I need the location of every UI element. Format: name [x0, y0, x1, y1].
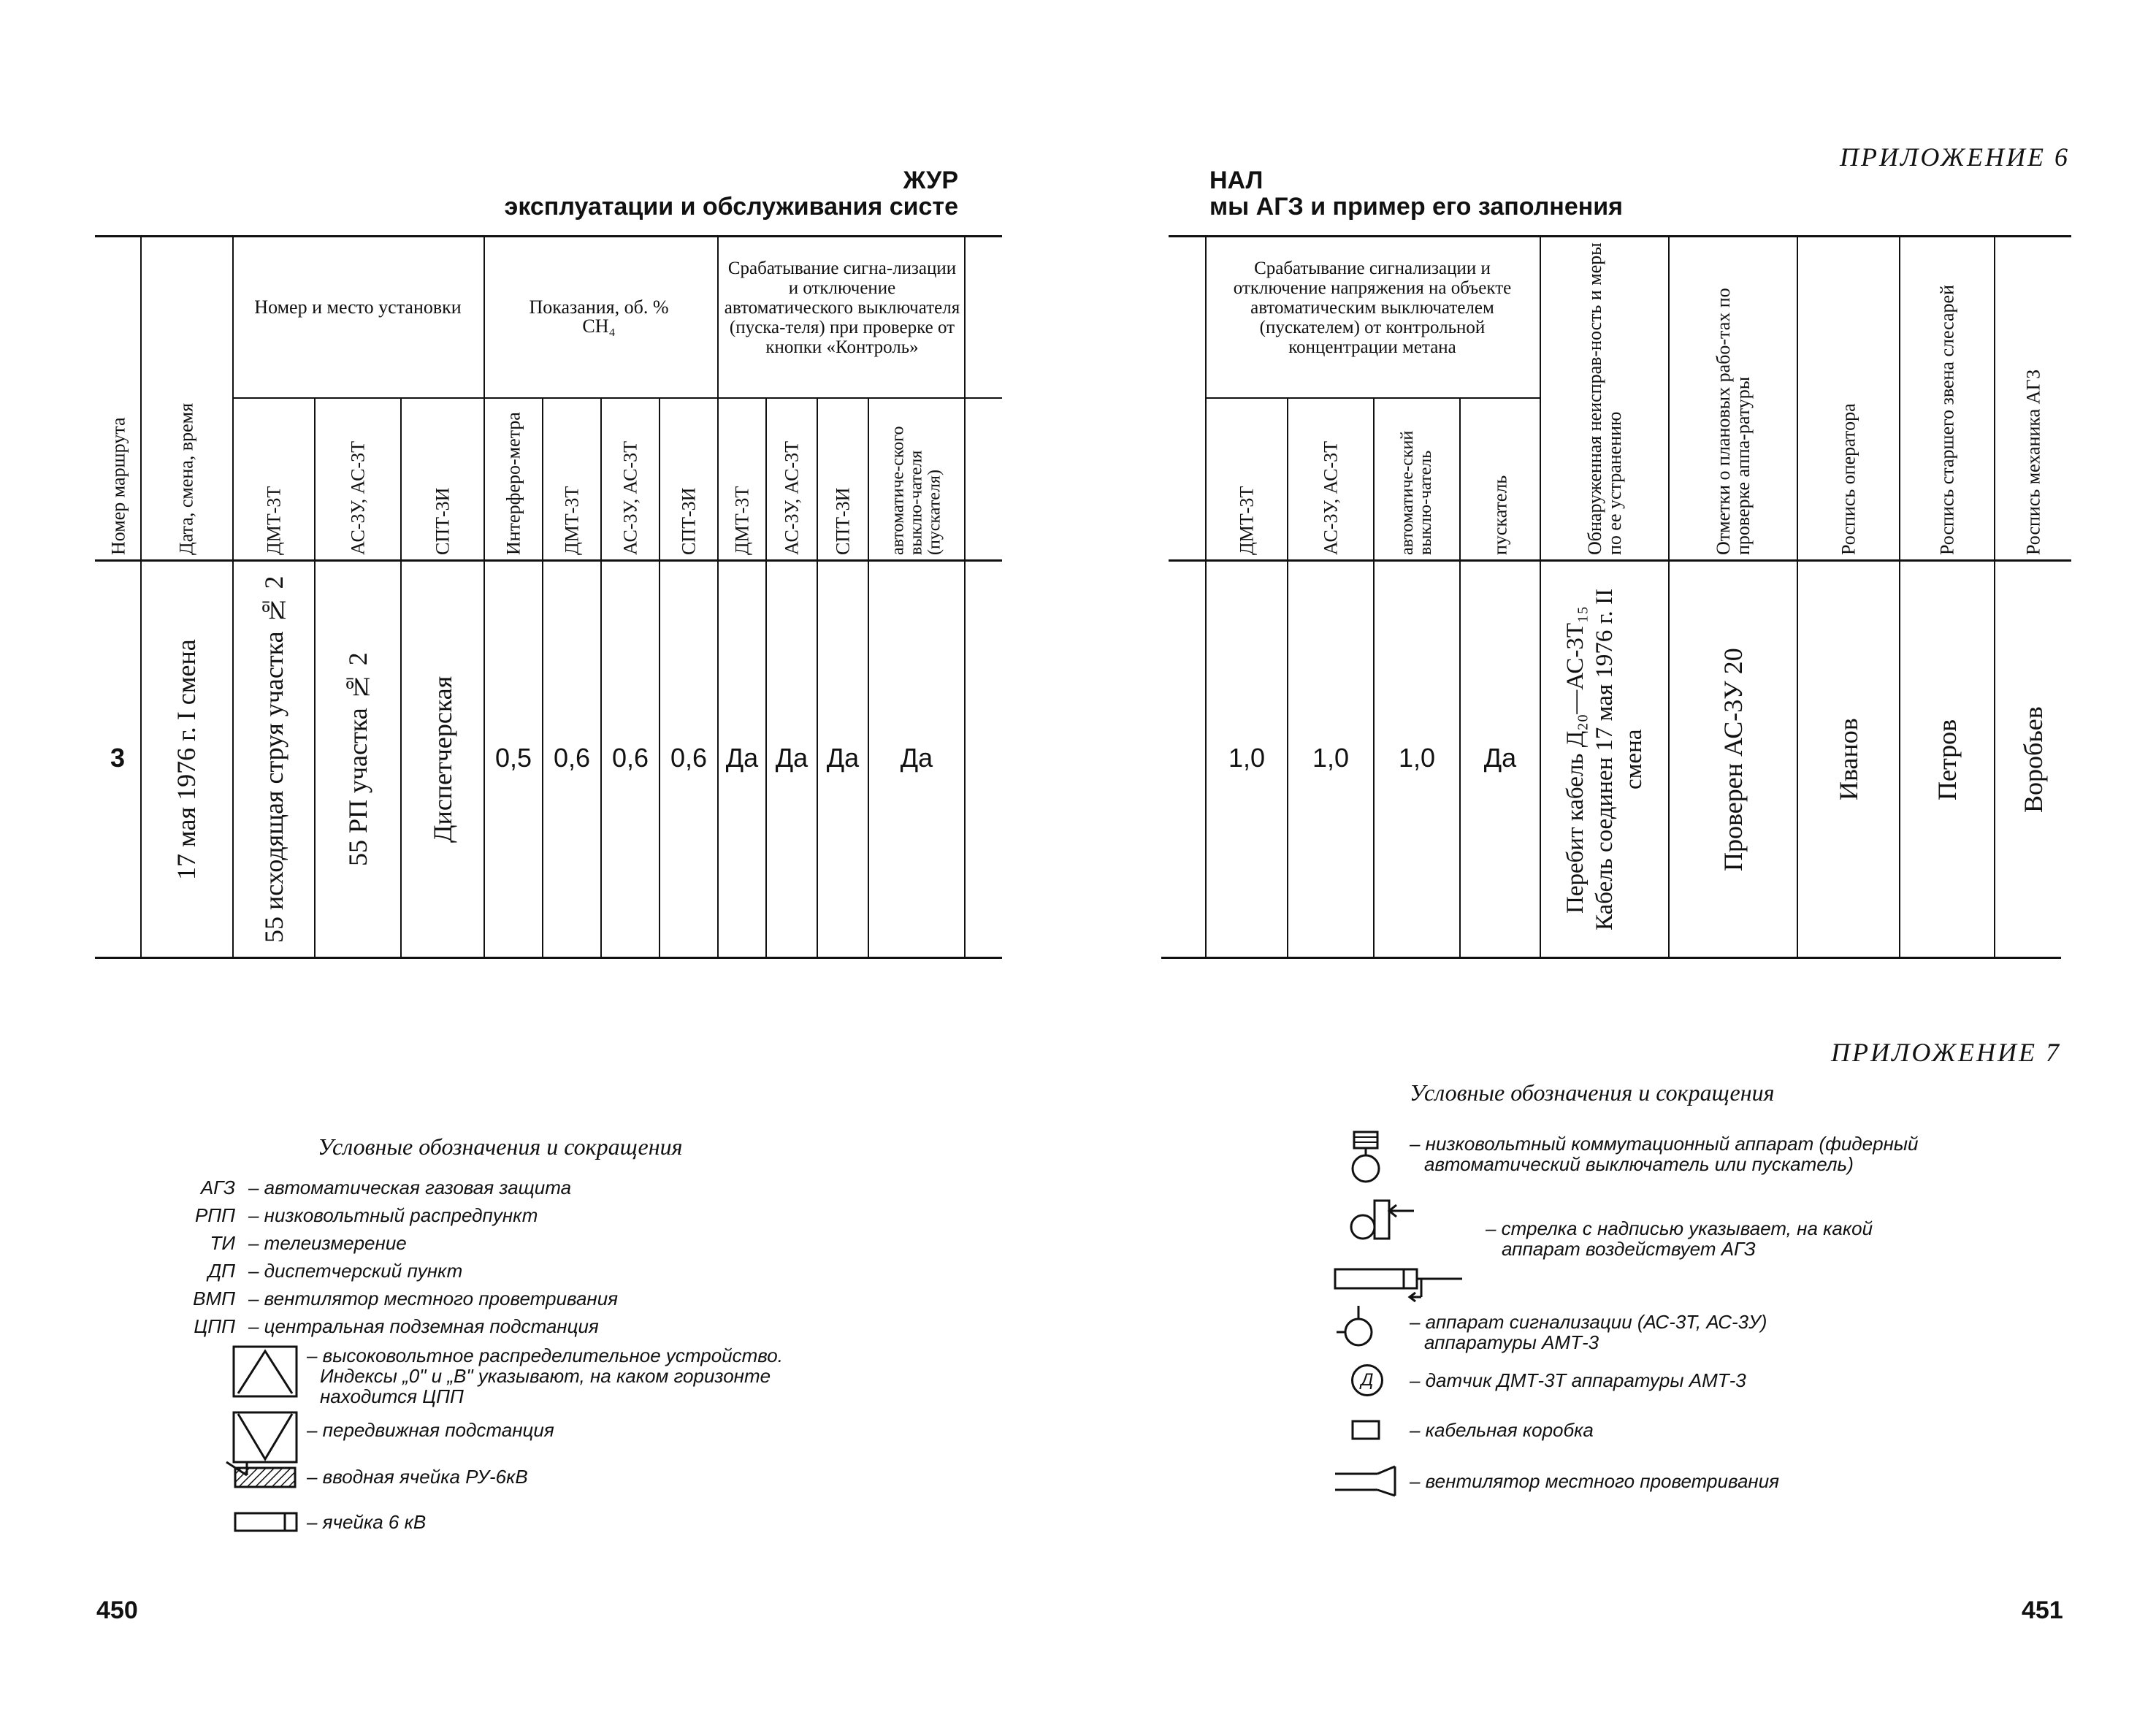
input-cell-text: – вводная ячейка РУ-6кВ	[307, 1466, 528, 1488]
th-sig-senior: Роспись старшего звена слесарей	[1936, 284, 1958, 555]
th-r-trip-as: АС-3У, АС-3Т	[1320, 440, 1342, 555]
page-number-right: 451	[2022, 1596, 2063, 1624]
th-trip-spt: СПТ-3И	[832, 487, 854, 555]
agz-arrow-switch-symbol-icon	[1350, 1196, 1415, 1242]
legend-right-title: Условные обозначения и сокращения	[1410, 1079, 1775, 1106]
td-read-interferometer: 0,5	[494, 743, 532, 773]
th-install-dmt: ДМТ-3Т	[263, 486, 285, 555]
th-sig-mechanic: Роспись механика АГЗ	[2022, 369, 2044, 555]
td-read-as: 0,6	[611, 743, 649, 773]
th-trip-group-left: Срабатывание сигна-лизации и отключение автоматического выключателя (пуска-теля) при проверке от кнопки «Контроль»	[724, 259, 960, 357]
cable-box-text: – кабельная коробка	[1410, 1419, 1594, 1441]
th-readings-group: Показания, об. % СН₄	[529, 297, 669, 337]
th-read-dmt: ДМТ-3Т	[561, 486, 583, 555]
td-r-trip-starter: Да	[1483, 743, 1517, 773]
hv-switchgear-symbol-icon	[232, 1345, 298, 1398]
hv-switchgear-text-1: – высоковольтное распределительное устройство.	[307, 1345, 783, 1366]
lv-switch-text-1: – низковольтный коммутационный аппарат (фидерный	[1410, 1133, 1919, 1155]
fan-text: – вентилятор местного проветривания	[1410, 1470, 1780, 1492]
journal-title-left: ЖУР	[903, 167, 958, 194]
td-r-trip-dmt: 1,0	[1228, 743, 1266, 773]
abbr-text: – диспетчерский пункт	[248, 1260, 463, 1282]
td-trip-as: Да	[775, 743, 808, 773]
abbr-text: – вентилятор местного проветривания	[248, 1288, 619, 1309]
abbr-code: РПП	[194, 1204, 235, 1226]
hv-switchgear-text-3: находится ЦПП	[320, 1385, 464, 1407]
td-r-trip-auto: 1,0	[1398, 743, 1436, 773]
agz-arrow-text-2: аппарат воздействует АГЗ	[1502, 1238, 1756, 1260]
td-read-dmt: 0,6	[553, 743, 591, 773]
abbr-text: – телеизмерение	[248, 1232, 407, 1254]
abbr-code: ТИ	[210, 1232, 235, 1254]
legend-left-title: Условные обозначения и сокращения	[318, 1133, 683, 1160]
agz-arrow-cell-symbol-icon	[1334, 1265, 1465, 1301]
cell-6kv-text: – ячейка 6 кВ	[307, 1511, 427, 1533]
agz-arrow-text-1: – стрелка с надписью указывает, на какой	[1486, 1217, 1873, 1239]
td-sig-senior: Петров	[1933, 719, 1962, 800]
abbr-text: – автоматическая газовая защита	[248, 1177, 572, 1198]
abbr-text: – низковольтный распредпункт	[248, 1204, 538, 1226]
th-install-spt: СПТ-3И	[432, 487, 454, 555]
abbr-row	[168, 1205, 538, 1225]
th-r-trip-dmt: ДМТ-3Т	[1236, 486, 1258, 555]
cell-6kv-symbol-icon	[234, 1512, 299, 1532]
fan-symbol-icon	[1334, 1465, 1399, 1497]
th-faults: Обнаруженная неисправ-ность и меры по ее устранению	[1584, 242, 1625, 555]
th-date-shift-time: Дата, смена, время	[175, 402, 197, 555]
th-planned-works: Отметки о плановых рабо-тах по проверке аппа-ратуры	[1713, 288, 1754, 555]
abbr-row	[168, 1288, 618, 1309]
th-route-number: Номер маршрута	[107, 417, 129, 555]
mobile-substation-text: – передвижная подстанция	[307, 1419, 554, 1441]
td-route-number: 3	[110, 743, 126, 773]
td-planned-works: Проверен АС-3У 20	[1719, 648, 1748, 871]
th-read-as: АС-3У, АС-3Т	[619, 440, 641, 555]
journal-subtitle-right: мы АГЗ и пример его заполнения	[1209, 193, 1624, 221]
input-cell-symbol-icon	[234, 1466, 297, 1488]
sensor-text: – датчик ДМТ-3Т аппаратуры АМТ-3	[1410, 1369, 1746, 1391]
abbr-code: АГЗ	[200, 1177, 235, 1198]
th-r-trip-starter: пускатель	[1489, 475, 1511, 555]
appendix-7-label: ПРИЛОЖЕНИЕ 7	[1831, 1038, 2061, 1067]
abbr-code: ЦПП	[194, 1315, 235, 1337]
sensor-symbol-icon: Д	[1351, 1364, 1383, 1396]
td-faults: Перебит кабель Д₂₀—АС-3Т₁₅ Кабель соединен 17 мая 1976 г. II смена	[1562, 589, 1647, 930]
th-r-trip-auto: автоматиче-ский выклю-чатель	[1398, 430, 1435, 555]
signal-device-symbol-icon	[1335, 1303, 1382, 1350]
td-r-trip-as: 1,0	[1312, 743, 1350, 773]
td-install-as: 55 РП участка № 2	[343, 652, 372, 867]
th-trip-auto: автоматиче-ского выклю-чателя (пускателя)	[888, 426, 944, 555]
td-install-dmt: 55 исходящая струя участка № 2	[259, 575, 288, 944]
appendix-6-label: ПРИЛОЖЕНИЕ 6	[1840, 142, 2070, 172]
hv-switchgear-text-2: Индексы „0" и „В" указывают, на каком горизонте	[320, 1365, 771, 1387]
abbr-row	[168, 1177, 571, 1198]
abbr-row	[168, 1233, 407, 1253]
th-read-interferometer: Интерферо-метра	[502, 412, 524, 555]
th-sig-operator: Роспись оператора	[1838, 403, 1859, 555]
abbr-code: ВМП	[193, 1288, 235, 1309]
page-number-left: 450	[96, 1596, 138, 1624]
th-install-group: Номер и место установки	[254, 297, 462, 318]
lv-switch-symbol-icon	[1350, 1131, 1382, 1186]
td-install-spt: Диспетчерская	[428, 676, 457, 844]
td-trip-dmt: Да	[725, 743, 759, 773]
td-read-spt: 0,6	[670, 743, 708, 773]
abbr-code: ДП	[207, 1260, 235, 1282]
abbr-row	[168, 1261, 462, 1281]
td-sig-operator: Иванов	[1834, 718, 1863, 801]
journal-title-right: НАЛ	[1209, 167, 1264, 194]
th-read-spt: СПТ-3И	[678, 487, 700, 555]
cable-box-symbol-icon	[1351, 1420, 1380, 1442]
th-install-as: АС-3У, АС-3Т	[347, 440, 369, 555]
td-sig-mechanic: Воробьев	[2019, 706, 2048, 813]
th-trip-dmt: ДМТ-3Т	[731, 486, 753, 555]
th-trip-group-right: Срабатывание сигнализации и отключение напряжения на объекте автоматическим выключателем (пускателем) от контрольной концентрации метана	[1233, 259, 1512, 357]
td-date: 17 мая 1976 г. I смена	[172, 639, 201, 880]
signal-device-text-1: – аппарат сигнализации (АС-3Т, АС-3У)	[1410, 1311, 1767, 1333]
journal-subtitle-left: эксплуатации и обслуживания систе	[504, 193, 958, 221]
abbr-text: – центральная подземная подстанция	[248, 1315, 599, 1337]
signal-device-text-2: аппаратуры АМТ-3	[1424, 1331, 1599, 1353]
abbr-row	[168, 1316, 599, 1336]
th-trip-as: АС-3У, АС-3Т	[781, 440, 803, 555]
td-trip-spt: Да	[826, 743, 860, 773]
td-trip-auto: Да	[900, 743, 933, 773]
lv-switch-text-2: автоматический выключатель или пускатель)	[1424, 1153, 1854, 1175]
